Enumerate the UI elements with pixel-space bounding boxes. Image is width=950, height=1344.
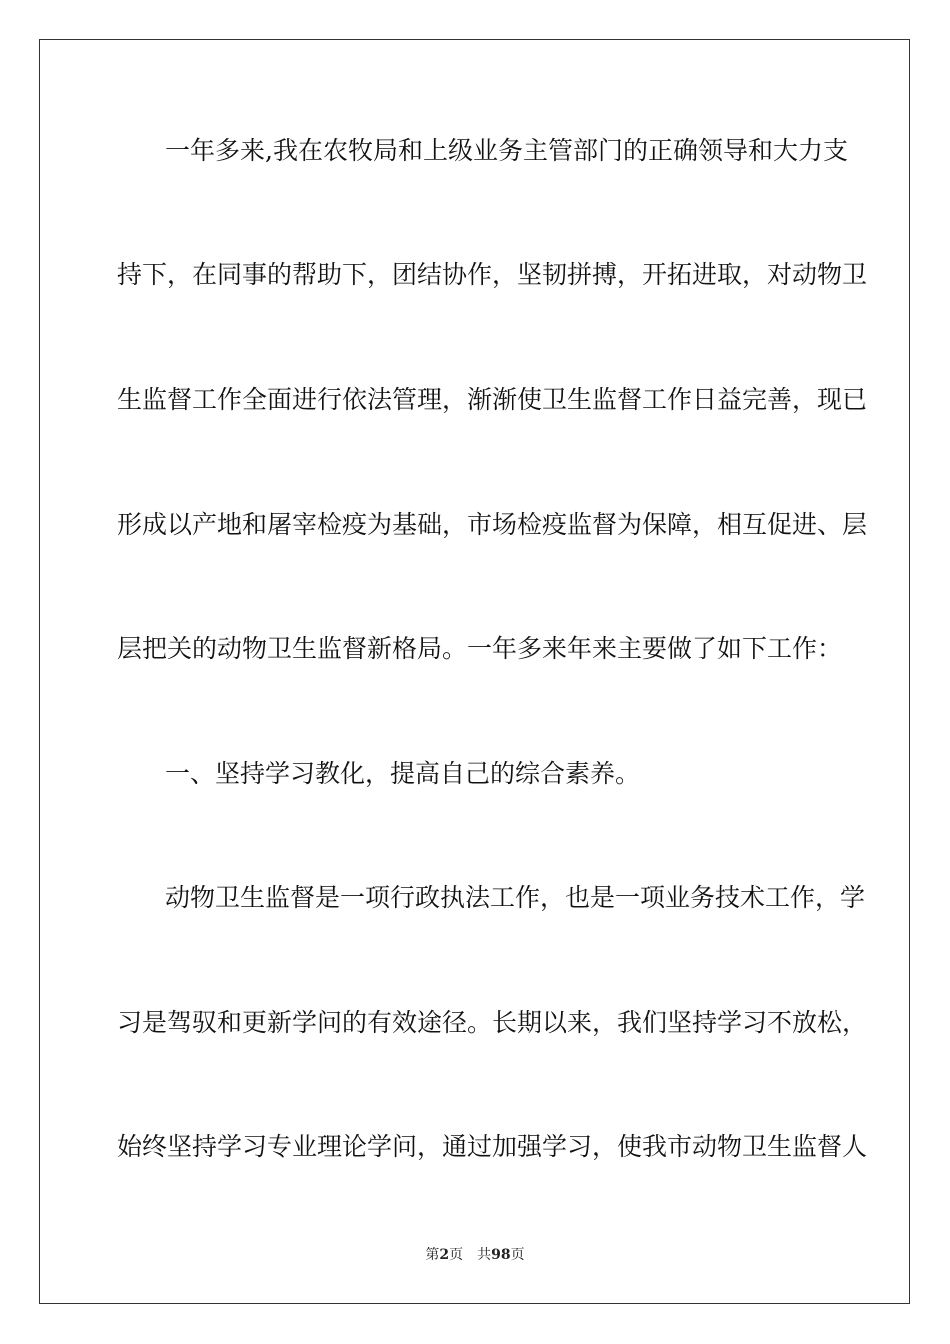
- paragraph-line: 形成以产地和屠宰检疫为基础，市场检疫监督为保障，相互促进、层: [117, 510, 868, 539]
- paragraph-line: 一年多来,我在农牧局和上级业务主管部门的正确领导和大力支: [165, 136, 848, 165]
- page-number: 2: [439, 1247, 450, 1263]
- paragraph-line: 动物卫生监督是一项行政执法工作，也是一项业务技术工作，学: [165, 883, 866, 912]
- total-pages: 98: [491, 1247, 511, 1263]
- total-prefix: 共: [477, 1247, 492, 1263]
- paragraph-line: 持下，在同事的帮助下，团结协作，坚韧拼搏，开拓进取，对动物卫: [117, 260, 868, 289]
- page-border: [39, 39, 910, 1304]
- page-prefix: 第: [425, 1247, 440, 1263]
- paragraph-line: 层把关的动物卫生监督新格局。一年多来年来主要做了如下工作：: [117, 634, 843, 663]
- section-heading: 一、坚持学习教化，提高自己的综合素养。: [165, 759, 641, 788]
- paragraph-line: 习是驾驭和更新学问的有效途径。长期以来，我们坚持学习不放松，: [117, 1008, 868, 1037]
- paragraph-line: 始终坚持学习专业理论学问，通过加强学习，使我市动物卫生监督人: [117, 1132, 868, 1161]
- page-suffix: 页: [449, 1247, 464, 1263]
- paragraph-line: 生监督工作全面进行依法管理，渐渐使卫生监督工作日益完善，现已: [117, 385, 868, 414]
- total-suffix: 页: [510, 1247, 525, 1263]
- page-footer: [0, 1245, 950, 1265]
